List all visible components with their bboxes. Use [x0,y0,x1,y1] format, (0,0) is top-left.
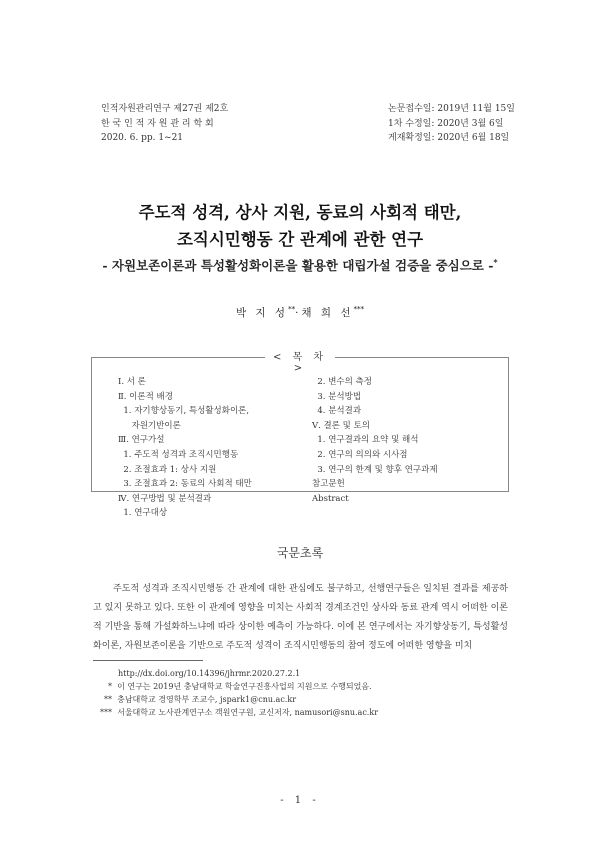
toc-heading: < 목 차 > [265,348,335,374]
doi-link[interactable]: http://dx.doi.org/10.14396/jhrmr.2020.27.2.1 [118,669,301,678]
toc-item: 1. 자기향상동기, 특성활성화이론, [118,406,250,417]
author2-footnote: *** 서울대학교 노사관계연구소 객원연구원, 교신저자, namusori@snu.ac.kr [100,708,379,717]
toc-item: 1. 주도적 성격과 조직시민행동 [118,449,239,460]
footnotes [100,667,378,719]
journal-name: 인적자원관리연구 제27권 제2호 [101,104,229,114]
toc-item: 2. 조절효과 1: 상사 지원 [118,464,217,475]
funding-footnote: * 이 연구는 2019년 충남대학교 학술연구진흥사업의 지원으로 수행되었음. [108,682,372,691]
toc-item: Ⅳ. 연구방법 및 분석결과 [118,493,212,504]
paper-title-line2: 조직시민행동 간 관계에 관한 연구 [176,230,424,249]
abstract-body [93,580,508,656]
toc-item: 1. 연구대상 [118,508,168,519]
toc-item: Ⅴ. 결론 및 토의 [312,420,371,431]
issue-pages: 2020. 6. pp. 1~21 [101,133,184,143]
revised-date: 1차 수정일: 2020년 3월 6일 [388,118,504,129]
abstract-paragraph: 주도적 성격과 조직시민행동 간 관계에 대한 관심에도 불구하고, 선행연구들은 일치된 결과를 제공하고 있지 못하고 있다. 또한 이 관계에 영향을 미치는 사회적 경계조건인 상사와 동료 관계 역시 어떠한 이론적 기반을 통해 가설화하느냐에 따라 상이한 예측이 가능하다. 이에 본 연구에서는 자기향상동기, 특성활성화이론, 자원보존이론을 기반으로 주도적 성격이 조직시민행동의 참여 정도에 어떠한 영향을 미치 [93,584,508,651]
paper-subtitle [0,256,600,274]
subtitle-text: - 자원보존이론과 특성활성화이론을 활용한 대립가설 검증을 중심으로 - [102,258,494,273]
author-1: 박 지 성 [235,307,289,319]
toc-item: 1. 연구결과의 요약 및 해석 [312,435,419,446]
toc-right-column [312,375,438,506]
submission-dates [388,102,515,146]
society-name: 한 국 인 적 자 원 관 리 학 회 [101,118,214,129]
author-2: 채 희 선 [301,307,354,319]
toc-item: 3. 조절효과 2: 동료의 사회적 태만 [118,479,252,490]
author-1-mark: ** [288,305,296,314]
toc-item: 참고문헌 [312,479,345,490]
toc-item: 3. 연구의 한계 및 향후 연구과제 [312,464,438,475]
journal-info [101,102,228,146]
author-line [0,305,600,320]
abstract-title: 국문초록 [276,546,324,560]
toc-item: Ⅰ. 서 론 [118,377,146,387]
toc-item: Ⅲ. 연구가설 [118,435,165,446]
toc-item: 자원기반이론 [118,420,181,431]
toc-item: Abstract [312,493,349,504]
author1-footnote: ** 충남대학교 경영학부 조교수, jspark1@cnu.ac.kr [104,695,297,704]
footnote-divider [93,660,203,661]
subtitle-footnote-mark: * [493,256,498,267]
paper-title-line1: 주도적 성격, 상사 지원, 동료의 사회적 태만, [138,203,462,222]
page-number: - 1 - [280,795,320,806]
author-2-mark: *** [353,305,365,314]
toc-left-column [118,375,252,521]
received-date: 논문접수일: 2019년 11월 15일 [388,104,515,114]
author-separator: · [295,307,302,319]
toc-item: 3. 분석방법 [312,391,362,402]
toc-item: 2. 변수의 측정 [312,377,372,387]
toc-item: Ⅱ. 이론적 배경 [118,391,173,402]
toc-item: 2. 연구의 의의와 시사점 [312,449,408,460]
accepted-date: 게재확정일: 2020년 6월 18일 [388,133,510,143]
toc-item: 4. 분석결과 [312,406,362,417]
